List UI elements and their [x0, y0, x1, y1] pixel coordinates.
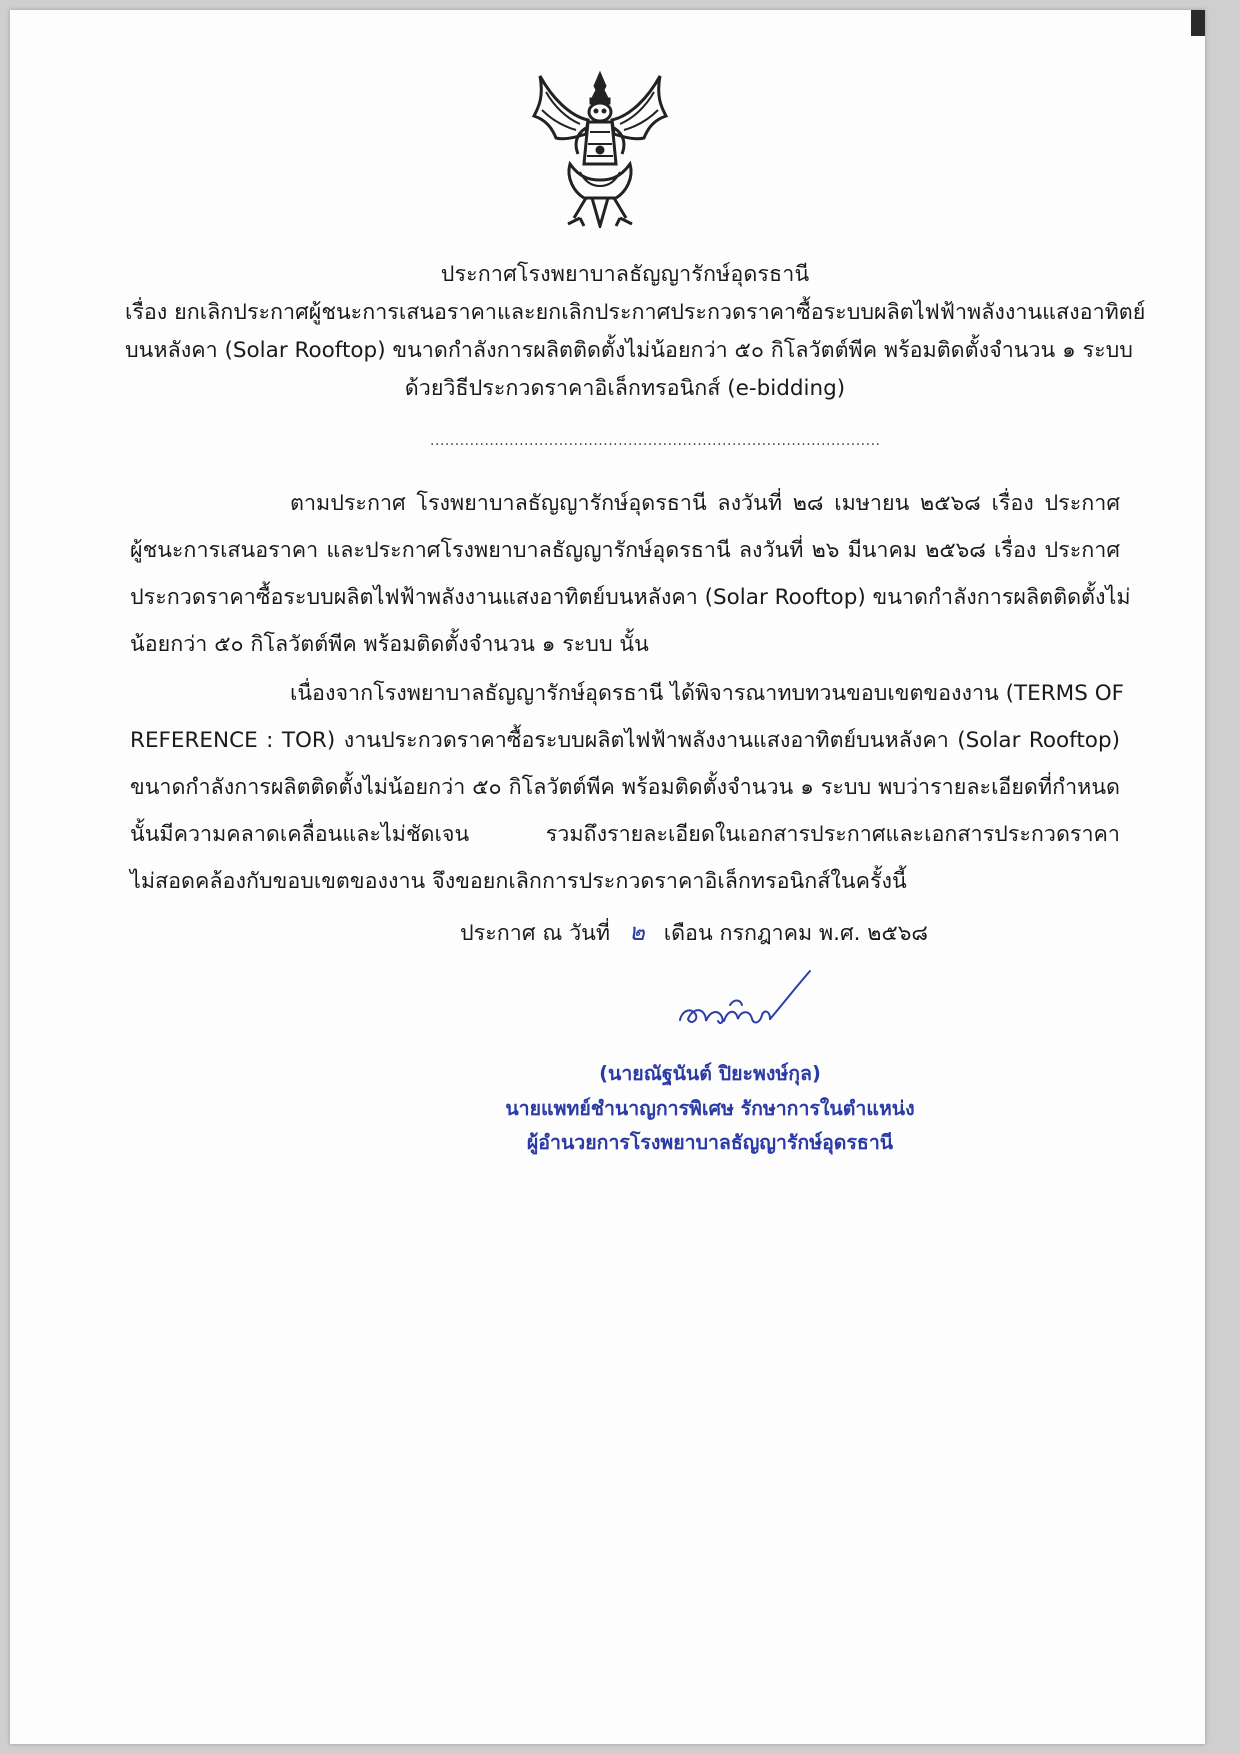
signer-position: นายแพทย์ชำนาญการพิเศษ รักษาการในตำแหน่ง	[505, 1097, 915, 1120]
paragraph-line: นั้นมีความคลาดเคลื่อนและไม่ชัดเจน รวมถึงรายละเอียดในเอกสารประกาศและเอกสารประกวดราคา	[130, 822, 1120, 847]
subject-line: บนหลังคา (Solar Rooftop) ขนาดกำลังการผลิตติดตั้งไม่น้อยกว่า ๕๐ กิโลวัตต์พีค พร้อมติดตั้งจำนวน ๑ ระบบ	[125, 338, 1133, 363]
paragraph-line: ขนาดกำลังการผลิตติดตั้งไม่น้อยกว่า ๕๐ กิโลวัตต์พีค พร้อมติดตั้งจำนวน ๑ ระบบ พบว่ารายละเอียดที่กำหนด	[130, 775, 1120, 800]
subject-line: ด้วยวิธีประกวดราคาอิเล็กทรอนิกส์ (e-bidding)	[404, 376, 846, 401]
paragraph-reference	[130, 480, 1131, 668]
handwritten-signature	[670, 965, 820, 1045]
paragraph-line: ประกวดราคาซื้อระบบผลิตไฟฟ้าพลังงานแสงอาทิตย์บนหลังคา (Solar Rooftop) ขนาดกำลังการผลิตติดตั้งไม่	[130, 585, 1131, 610]
handwritten-day: ๒	[628, 918, 645, 946]
dotted-separator: ...........................................................................................	[430, 433, 881, 449]
paragraph-line: น้อยกว่า ๕๐ กิโลวัตต์พีค พร้อมติดตั้งจำนวน ๑ ระบบ นั้น	[130, 632, 649, 657]
date-suffix: เดือน กรกฎาคม พ.ศ. ๒๕๖๘	[663, 921, 928, 946]
paragraph-line: ไม่สอดคล้องกับขอบเขตของงาน จึงขอยกเลิกการประกวดราคาอิเล็กทรอนิกส์ในครั้งนี้	[130, 869, 907, 894]
date-prefix: ประกาศ ณ วันที่	[460, 921, 611, 946]
paragraph-line: เนื่องจากโรงพยาบาลธัญญารักษ์อุดรธานี ได้พิจารณาทบทวนขอบเขตของงาน (TERMS OF	[290, 681, 1124, 706]
paragraph-line: ตามประกาศ โรงพยาบาลธัญญารักษ์อุดรธานี ลงวันที่ ๒๘ เมษายน ๒๕๖๘ เรื่อง ประกาศ	[290, 491, 1120, 516]
garuda-emblem-icon	[530, 68, 670, 228]
scan-edge-mark	[1191, 10, 1205, 36]
announcement-title: ประกาศโรงพยาบาลธัญญารักษ์อุดรธานี	[440, 262, 810, 287]
paragraph-line: ผู้ชนะการเสนอราคา และประกาศโรงพยาบาลธัญญารักษ์อุดรธานี ลงวันที่ ๒๖ มีนาคม ๒๕๖๘ เรื่อง ประกาศ	[130, 538, 1120, 563]
announcement-subject	[125, 294, 1146, 408]
paragraph-cancellation-reason	[130, 670, 1124, 905]
paragraph-line: REFERENCE : TOR) งานประกวดราคาซื้อระบบผลิตไฟฟ้าพลังงานแสงอาทิตย์บนหลังคา (Solar Rooftop)	[130, 728, 1120, 753]
signer-office: ผู้อำนวยการโรงพยาบาลธัญญารักษ์อุดรธานี	[526, 1131, 894, 1154]
signer-name: (นายณัฐนันต์ ปิยะพงษ์กุล)	[599, 1062, 821, 1085]
document-page	[10, 10, 1205, 1744]
announcement-date	[460, 912, 928, 951]
subject-line: เรื่อง ยกเลิกประกาศผู้ชนะการเสนอราคาและยกเลิกประกาศประกวดราคาซื้อระบบผลิตไฟฟ้าพลังงานแสงอาทิตย์	[125, 300, 1146, 325]
